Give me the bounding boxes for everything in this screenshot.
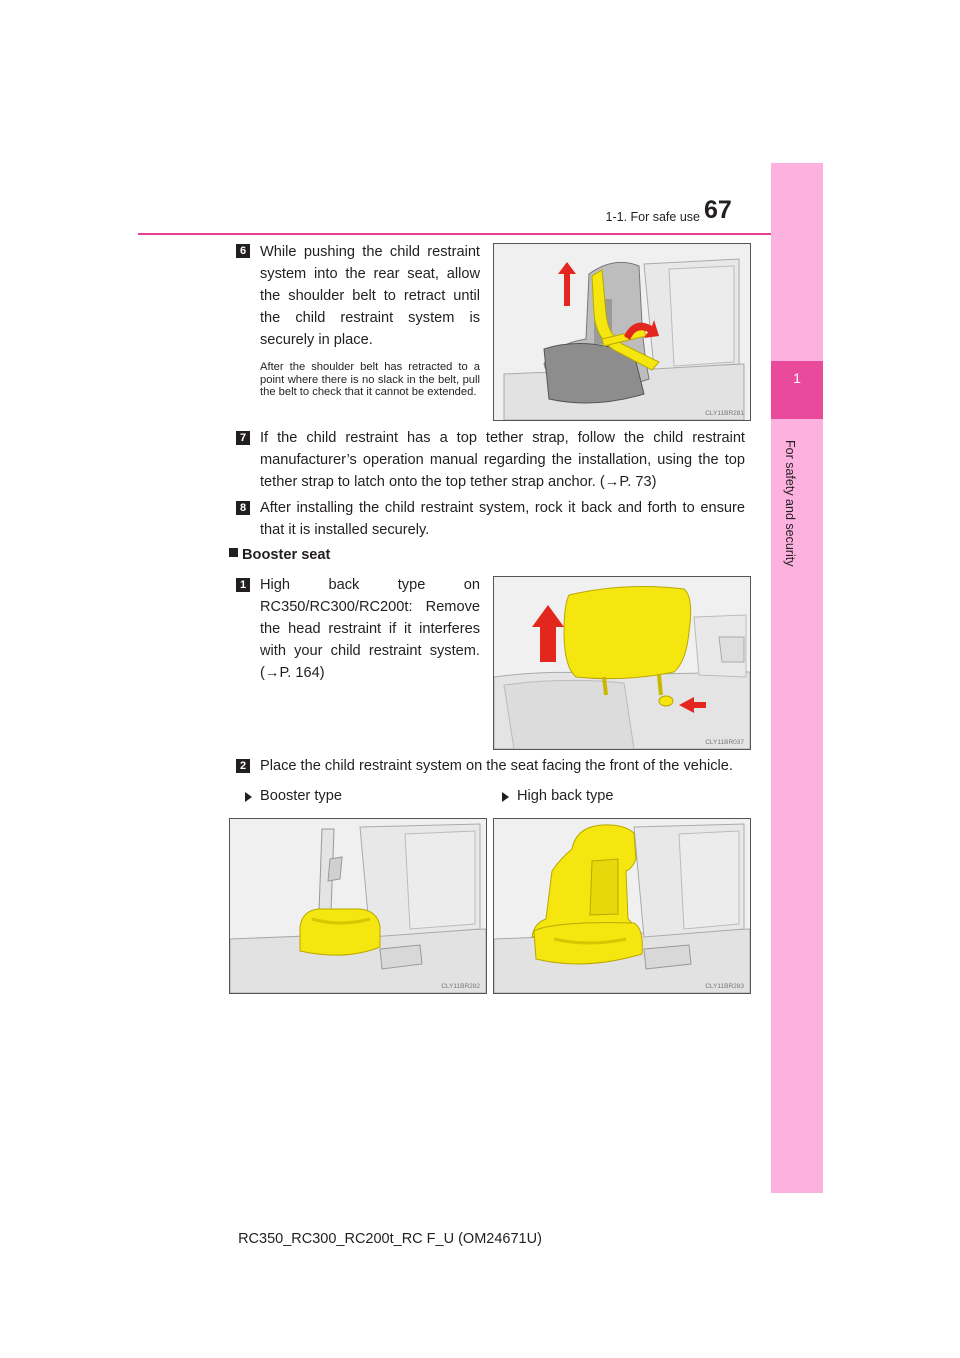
chapter-label-text: For safety and security [783,440,797,567]
figure-code: CLY11BR037 [705,739,744,746]
step-6-badge: 6 [236,244,250,258]
booster-type-label: Booster type [260,788,342,804]
figure-code: CLY11BR281 [705,410,744,417]
chapter-label [781,440,801,600]
header-rule [138,233,823,235]
head-restraint-illustration [494,577,750,749]
booster-step-2-text: Place the child restraint system on the seat facing the front of the vehicle. [260,758,733,774]
booster-step-1-text: High back type on RC350/RC300/RC200t: Remove the head restraint if it interferes with your child restraint system. (→P. 164) [260,577,480,681]
step-7-text: If the child restraint has a top tether strap, follow the child restraint manufacturer’s operation manual regarding the installation, using the top tether strap to latch onto the top tether strap anchor. (→P. 73) [260,430,745,490]
figure-code: CLY11BR282 [441,983,480,990]
step-8-badge: 8 [236,501,250,515]
figure-high-back-type [493,818,751,994]
booster-seat-illustration [230,819,486,993]
booster-step-1-badge: 1 [236,578,250,592]
chapter-number: 1 [793,370,801,386]
figure-code: CLY11BR283 [705,983,744,990]
step-6-text: While pushing the child restraint system into the rear seat, allow the shoulder belt to retract until the child restraint system is securely in place. [260,244,480,348]
step-8-text: After installing the child restraint system, rock it back and forth to ensure that it is installed securely. [260,500,745,538]
chapter-side-tab [771,163,823,1193]
booster-type-marker [245,792,252,802]
figure-shoulder-belt-retract [493,243,751,421]
footer-model-code: RC350_RC300_RC200t_RC F_U (OM24671U) [238,1231,542,1247]
child-seat-belt-illustration [494,244,750,420]
high-back-seat-illustration [494,819,750,993]
heading-bullet [229,548,238,557]
step-6-note: After the shoulder belt has retracted to a point where there is no slack in the belt, pull the belt to check that it cannot be extended. [260,361,480,398]
booster-step-2-badge: 2 [236,759,250,773]
page-number: 67 [704,196,732,224]
high-back-type-label: High back type [517,788,614,804]
figure-booster-type [229,818,487,994]
section-title: 1-1. For safe use [605,210,700,224]
step-7-badge: 7 [236,431,250,445]
high-back-type-marker [502,792,509,802]
figure-remove-head-restraint [493,576,751,750]
booster-seat-heading: Booster seat [242,547,331,563]
